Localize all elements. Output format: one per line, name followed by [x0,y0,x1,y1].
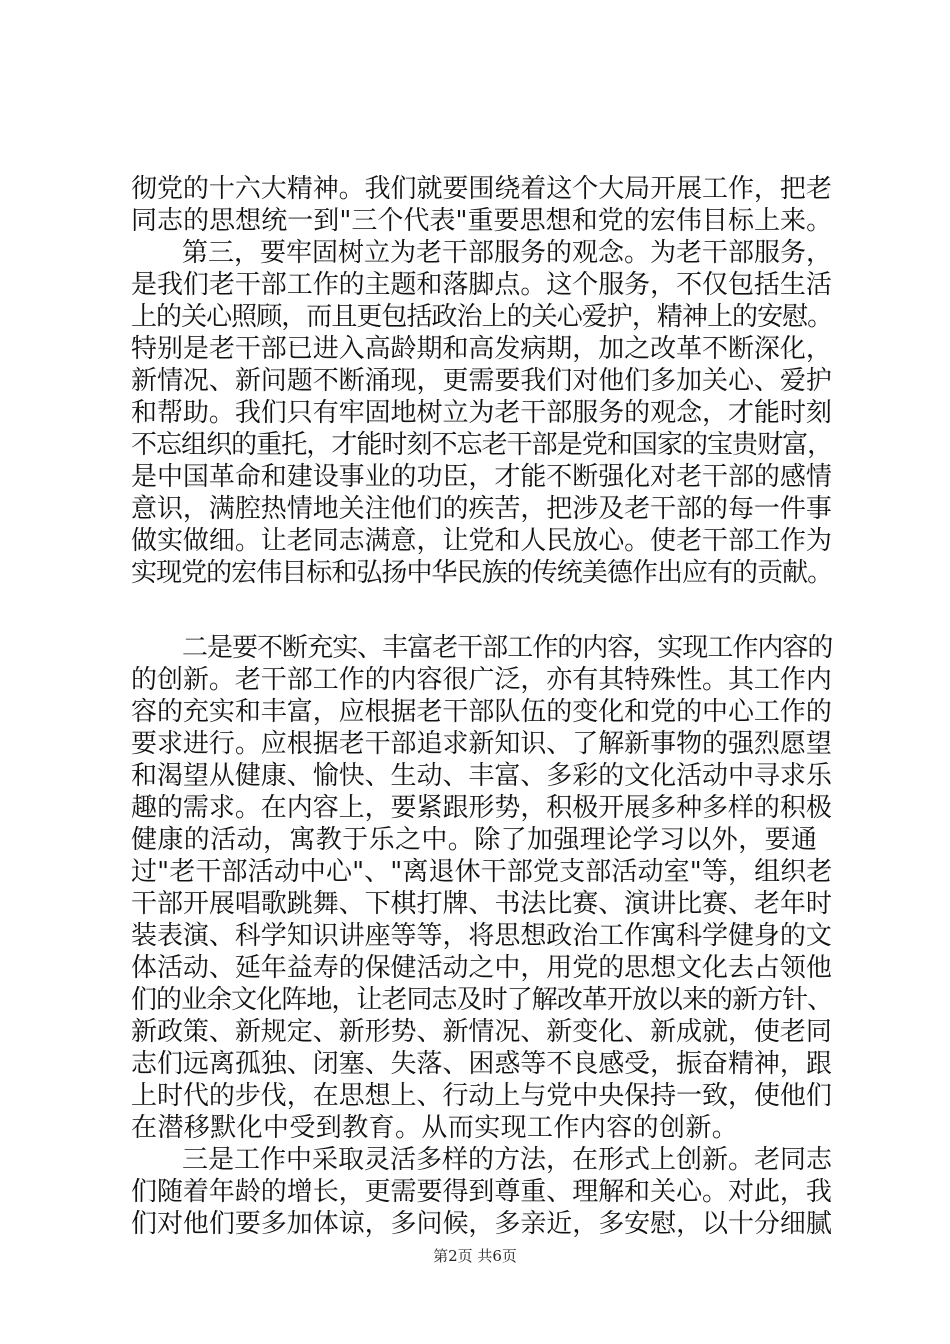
body-text-line: 上时代的步伐，在思想上、行动上与党中央保持一致，使他们 [131,1081,832,1111]
body-text-line: 容的充实和丰富，应根据老干部队伍的变化和党的中心工作的 [131,697,832,727]
body-text-line: 和渴望从健康、愉快、生动、丰富、多彩的文化活动中寻求乐 [131,761,832,791]
body-text-line: 新政策、新规定、新形势、新情况、新变化、新成就，使老同 [131,1017,832,1047]
body-text-line: 同志的思想统一到"三个代表"重要思想和党的宏伟目标上来。 [131,206,833,236]
paragraph-start-line: 三是工作中采取灵活多样的方法，在形式上创新。老同志 [182,1145,833,1175]
body-text-line: 过"老干部活动中心"、"离退休干部党支部活动室"等，组织老 [131,857,833,887]
body-text-line: 和帮助。我们只有牢固地树立为老干部服务的观念，才能时刻 [131,398,832,428]
body-text-line: 上的关心照顾，而且更包括政治上的关心爱护，精神上的安慰。 [131,302,833,332]
body-text-line: 实现党的宏伟目标和弘扬中华民族的传统美德作出应有的贡献。 [131,558,833,588]
body-text-line: 们的业余文化阵地，让老同志及时了解改革开放以来的新方针、 [131,985,833,1015]
body-text-line: 们随着年龄的增长，更需要得到尊重、理解和关心。对此，我 [131,1177,832,1207]
page-number-footer: 第2页 共6页 [433,1247,517,1265]
body-text-line: 们对他们要多加体谅，多问候，多亲近，多安慰，以十分细腻 [131,1209,832,1239]
body-text-line: 新情况、新问题不断涌现，更需要我们对他们多加关心、爱护 [131,366,832,396]
body-text-line: 体活动、延年益寿的保健活动之中，用党的思想文化去占领他 [131,953,832,983]
body-text-line: 装表演、科学知识讲座等等，将思想政治工作寓科学健身的文 [131,921,832,951]
body-text-line: 志们远离孤独、闭塞、失落、困惑等不良感受，振奋精神，跟 [131,1049,832,1079]
paragraph-start-line: 第三，要牢固树立为老干部服务的观念。为老干部服务， [182,238,833,268]
body-text-line: 干部开展唱歌跳舞、下棋打牌、书法比赛、演讲比赛、老年时 [131,889,832,919]
body-text-line: 做实做细。让老同志满意，让党和人民放心。使老干部工作为 [131,526,832,556]
body-text-line: 特别是老干部已进入高龄期和高发病期，加之改革不断深化， [131,334,832,364]
body-text-line: 不忘组织的重托，才能时刻不忘老干部是党和国家的宝贵财富， [131,430,833,460]
body-text-line: 的创新。老干部工作的内容很广泛，亦有其特殊性。其工作内 [131,665,832,695]
body-text-line: 彻党的十六大精神。我们就要围绕着这个大局开展工作，把老 [131,174,832,204]
body-text-line: 要求进行。应根据老干部追求新知识、了解新事物的强烈愿望 [131,729,832,759]
body-text-line: 健康的活动，寓教于乐之中。除了加强理论学习以外，要通 [131,825,818,855]
body-text-line: 在潜移默化中受到教育。从而实现工作内容的创新。 [131,1113,739,1143]
body-text-line: 意识，满腔热情地关注他们的疾苦，把涉及老干部的每一件事 [131,494,832,524]
paragraph-start-line: 二是要不断充实、丰富老干部工作的内容，实现工作内容的 [182,633,833,663]
body-text-line: 趣的需求。在内容上，要紧跟形势，积极开展多种多样的积极 [131,793,832,823]
body-text-line: 是我们老干部工作的主题和落脚点。这个服务，不仅包括生活 [131,270,832,300]
body-text-line: 是中国革命和建设事业的功臣，才能不断强化对老干部的感情 [131,462,832,492]
